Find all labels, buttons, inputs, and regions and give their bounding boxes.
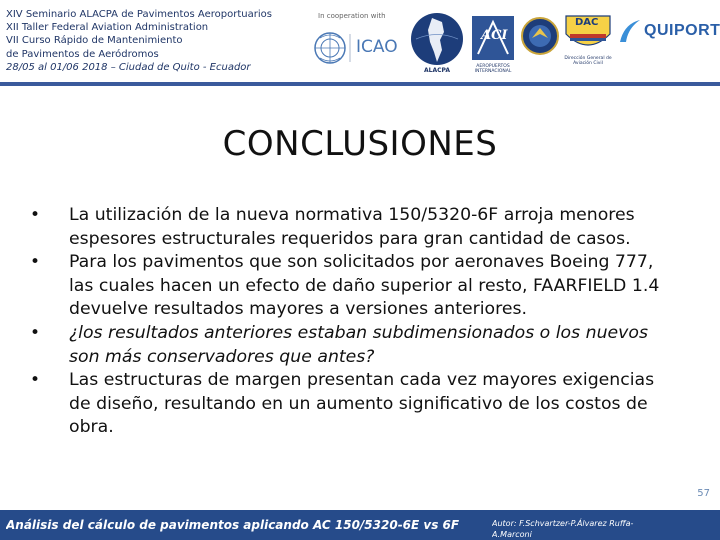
cooperation-label: In cooperation with <box>318 12 386 20</box>
bullet-line: devuelve resultados mayores a versiones anteriores. <box>69 299 527 320</box>
bullet-line: Para los pavimentos que son solicitados por aeronaves Boeing 777, <box>69 252 654 273</box>
event-place: Ecuador <box>209 61 251 73</box>
aci-caption: AEROPUERTOS INTERNACIONAL <box>474 64 512 74</box>
bullet-line: son más conservadores que antes? <box>69 346 375 367</box>
bullet-line: ¿los resultados anteriores estaban subdimensionados o los nuevos <box>69 322 648 343</box>
icao-text: ICAO <box>356 37 398 57</box>
dac-caption: Dirección General de Aviación Civil <box>564 56 612 66</box>
author-line: Autor: F.Schvartzer-P.Álvarez Ruffa- <box>492 519 634 528</box>
icao-logo <box>312 28 400 68</box>
alacpa-text: ALACPA <box>423 67 450 74</box>
footer-author <box>492 518 714 540</box>
event-line: XIV Seminario ALACPA de Pavimentos Aeroportuarios <box>6 9 272 20</box>
bullet-line: las cuales hacen un efecto de daño superior al resto, FAARFIELD 1.4 <box>69 275 660 296</box>
seal-icon <box>520 14 560 58</box>
event-line: de Pavimentos de Aeródromos <box>6 48 159 60</box>
alacpa-globe-icon <box>410 10 464 68</box>
header-band <box>0 0 720 86</box>
bullet-line: Las estructuras de margen presentan cada vez mayores exigencias <box>69 370 655 391</box>
dac-logo <box>562 12 614 78</box>
list-item <box>30 322 702 369</box>
event-dates <box>6 61 306 74</box>
slide-title: CONCLUSIONES <box>222 124 498 164</box>
seal-logo <box>520 14 560 78</box>
bullet-line: de diseño, resultando en un aumento significativo de los costos de <box>69 393 648 414</box>
list-item <box>30 251 702 322</box>
conclusions-list <box>30 204 702 440</box>
bullet-icon: • <box>30 205 41 225</box>
quiport-text: QUIPORT <box>644 22 720 39</box>
bullet-icon: • <box>30 370 41 391</box>
author-line: A.Marconi <box>492 530 532 539</box>
footer-title: Análisis del cálculo de pavimentos aplicando AC 150/5320-6E vs 6F <box>6 518 460 532</box>
dac-text: DAC <box>575 17 599 28</box>
alacpa-logo <box>410 10 464 78</box>
page-number: 57 <box>697 488 710 499</box>
event-info <box>6 8 306 74</box>
bullet-line: espesores estructurales requeridos para gran cantidad de casos. <box>69 228 631 249</box>
aci-text: ACI <box>481 28 508 43</box>
event-dates-text: 28/05 al 01/06 2018 – Ciudad de Quito - <box>6 61 210 73</box>
bullet-line: La utilización de la nueva normativa 150/5320-6F arroja menores <box>69 205 635 225</box>
bullet-icon: • <box>30 322 41 343</box>
list-item <box>30 204 702 251</box>
event-line: XII Taller Federal Aviation Administration <box>6 22 209 34</box>
quiport-logo <box>618 14 718 54</box>
aci-logo <box>468 14 518 78</box>
event-line: VII Curso Rápido de Mantenimiento <box>6 35 183 47</box>
bullet-line: obra. <box>69 417 114 438</box>
footer-band <box>0 510 720 540</box>
quiport-swoosh-icon <box>618 18 642 46</box>
list-item <box>30 369 702 440</box>
bullet-icon: • <box>30 252 41 273</box>
